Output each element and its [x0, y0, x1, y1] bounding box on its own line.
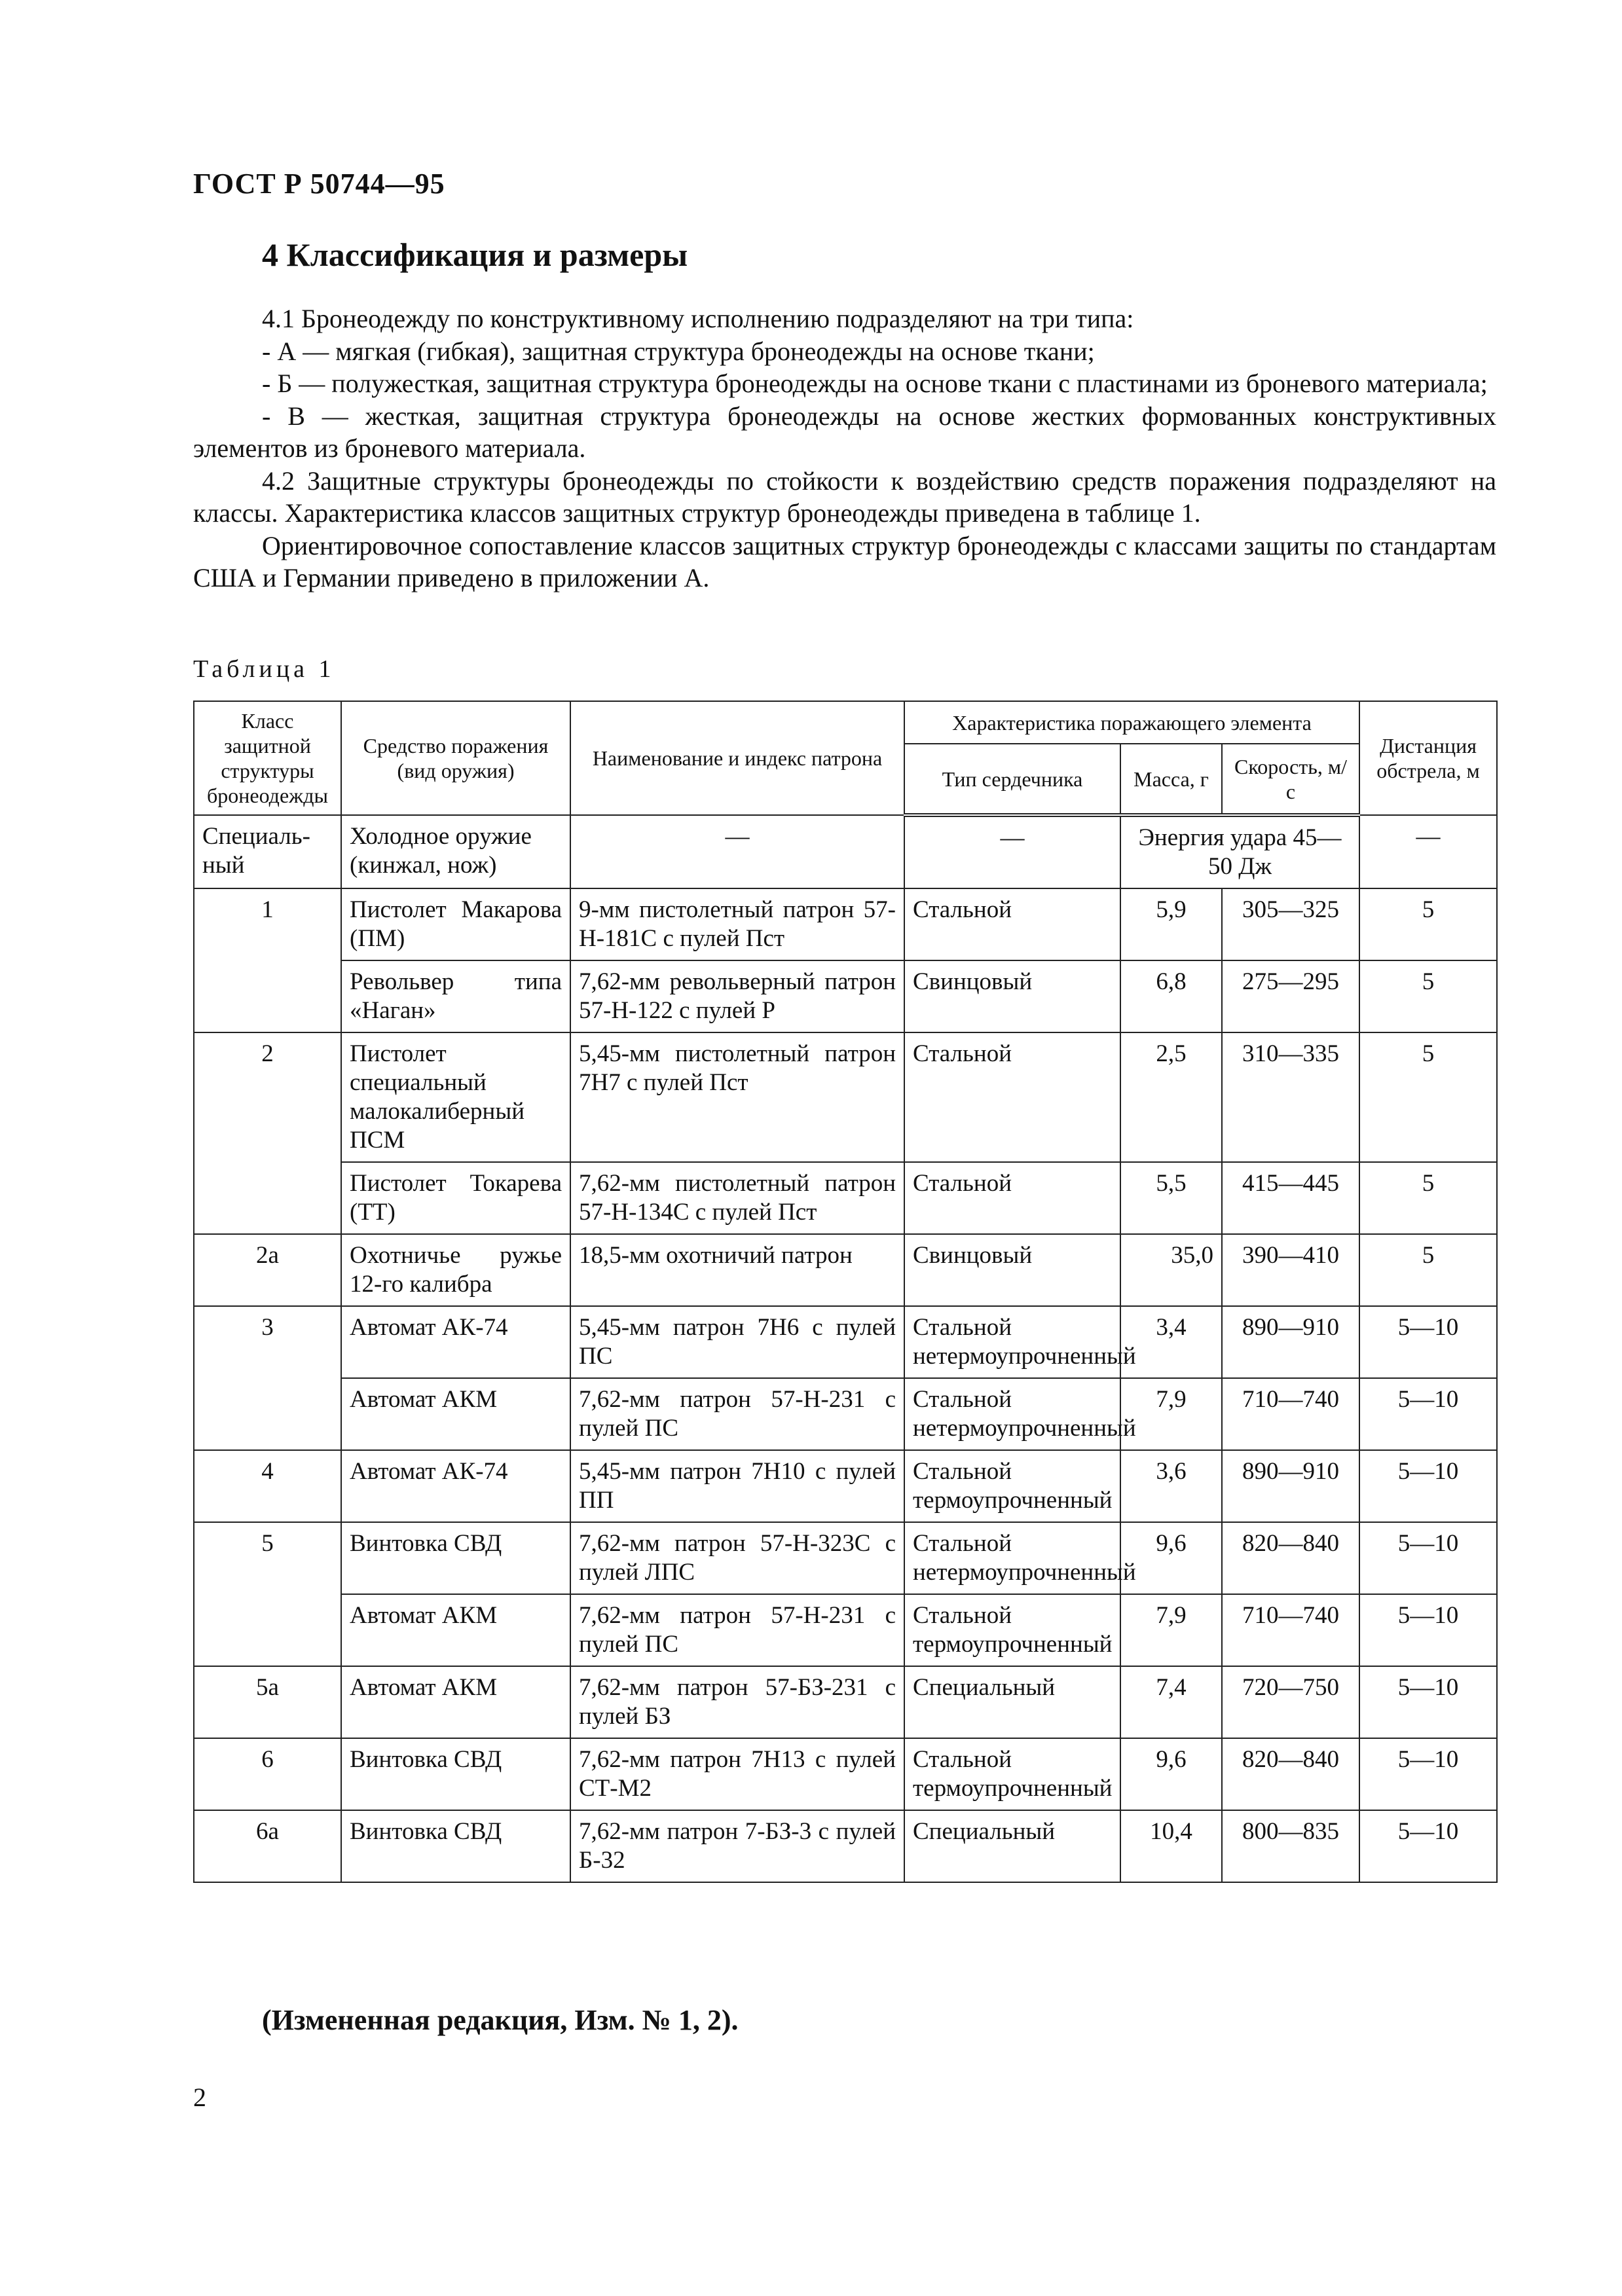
table-row: [194, 1032, 1497, 1162]
header-weapon: Средство поражения (вид оружия): [341, 701, 570, 815]
header-distance: Дистанция обстрела, м: [1359, 701, 1497, 815]
cell-distance: 5: [1359, 888, 1497, 960]
cell-class: 3: [194, 1306, 341, 1450]
cell-class: 6а: [194, 1810, 341, 1882]
table-row: [194, 1666, 1497, 1738]
cell-core: Специальный: [904, 1810, 1120, 1882]
header-core: Тип сердечника: [904, 744, 1120, 815]
cell-mass: 7,4: [1120, 1666, 1222, 1738]
table-header-row: [194, 701, 1497, 744]
cell-speed: 890—910: [1222, 1306, 1359, 1378]
cell-core: Специальный: [904, 1666, 1120, 1738]
cell-weapon: Автомат АКМ: [341, 1594, 570, 1666]
cell-class: 1: [194, 888, 341, 1032]
cell-distance: 5: [1359, 1234, 1497, 1306]
cell-core: Свинцовый: [904, 960, 1120, 1032]
cell-mass: 7,9: [1120, 1594, 1222, 1666]
cell-weapon: Пистолет специальный малокалиберный ПСМ: [341, 1032, 570, 1162]
cell-core: Стальной нетермоупрочненный: [904, 1378, 1120, 1450]
cell-cartridge: —: [570, 815, 904, 888]
cell-weapon: Автомат АКМ: [341, 1666, 570, 1738]
table-row: [194, 1594, 1497, 1666]
cell-energy: Энергия удара 45—50 Дж: [1120, 815, 1359, 888]
cell-distance: 5—10: [1359, 1738, 1497, 1810]
cell-speed: 275—295: [1222, 960, 1359, 1032]
cell-core: —: [904, 815, 1120, 888]
cell-mass: 35,0: [1120, 1234, 1222, 1306]
cell-mass: 9,6: [1120, 1738, 1222, 1810]
cell-core: Свинцовый: [904, 1234, 1120, 1306]
cell-weapon: Холодное оружие (кинжал, нож): [341, 815, 570, 888]
cell-mass: 5,5: [1120, 1162, 1222, 1234]
cell-weapon: Пистолет Макарова (ПМ): [341, 888, 570, 960]
list-item-type-a: - А — мягкая (гибкая), защитная структура бронеодежды на основе ткани;: [262, 336, 1095, 366]
paragraph-comparison: Ориентировочное сопоставление классов защитных структур бронеодежды с классами защиты по стандартам США и Германии приведено в приложении А.: [193, 530, 1496, 592]
cell-core: Стальной: [904, 1162, 1120, 1234]
revision-note: (Измененная редакция, Изм. № 1, 2).: [262, 2004, 739, 2036]
cell-distance: 5—10: [1359, 1306, 1497, 1378]
cell-mass: 10,4: [1120, 1810, 1222, 1882]
cell-mass: 9,6: [1120, 1522, 1222, 1594]
document-code: ГОСТ Р 50744—95: [193, 168, 445, 200]
table-row: [194, 1306, 1497, 1378]
cell-speed: 390—410: [1222, 1234, 1359, 1306]
table-row: [194, 1810, 1497, 1882]
table-row: [194, 1234, 1497, 1306]
cell-cartridge: 7,62-мм патрон 57-БЗ-231 с пулей БЗ: [570, 1666, 904, 1738]
cell-weapon: Автомат АК-74: [341, 1450, 570, 1522]
cell-speed: 820—840: [1222, 1522, 1359, 1594]
table-row: [194, 1522, 1497, 1594]
header-speed: Скорость, м/с: [1222, 744, 1359, 815]
cell-distance: 5—10: [1359, 1810, 1497, 1882]
cell-core: Стальной: [904, 1032, 1120, 1162]
paragraph-4-1: 4.1 Бронеодежду по конструктивному исполнению подразделяют на три типа:: [262, 304, 1134, 333]
cell-class: 4: [194, 1450, 341, 1522]
cell-cartridge: 7,62-мм патрон 57-Н-323С с пулей ЛПС: [570, 1522, 904, 1594]
cell-weapon: Охотничье ружье 12-го калибра: [341, 1234, 570, 1306]
cell-cartridge: 7,62-мм патрон 57-Н-231 с пулей ПС: [570, 1594, 904, 1666]
cell-distance: 5—10: [1359, 1666, 1497, 1738]
cell-cartridge: 7,62-мм патрон 7Н13 с пулей СТ-М2: [570, 1738, 904, 1810]
cell-mass: 7,9: [1120, 1378, 1222, 1450]
cell-weapon: Револьвер типа «Наган»: [341, 960, 570, 1032]
cell-core: Стальной термоупрочненный: [904, 1594, 1120, 1666]
cell-mass: 2,5: [1120, 1032, 1222, 1162]
paragraph-4-2: 4.2 Защитные структуры бронеодежды по стойкости к воздействию средств поражения подразделяют на классы. Характеристика классов защитных структур бронеодежды приведена в таблице 1.: [193, 465, 1496, 528]
table-row: [194, 960, 1497, 1032]
cell-speed: 305—325: [1222, 888, 1359, 960]
cell-cartridge: 7,62-мм патрон 57-Н-231 с пулей ПС: [570, 1378, 904, 1450]
cell-mass: 6,8: [1120, 960, 1222, 1032]
cell-class: 2а: [194, 1234, 341, 1306]
cell-cartridge: 7,62-мм патрон 7-БЗ-3 с пулей Б-32: [570, 1810, 904, 1882]
header-mass: Масса, г: [1120, 744, 1222, 815]
cell-core: Стальной: [904, 888, 1120, 960]
page-number: 2: [193, 2083, 206, 2112]
cell-speed: 710—740: [1222, 1594, 1359, 1666]
cell-cartridge: 7,62-мм револьверный патрон 57-Н-122 с пулей Р: [570, 960, 904, 1032]
list-item-type-b: - Б — полужесткая, защитная структура бронеодежды на основе ткани с пластинами из броневого материала;: [262, 369, 1488, 398]
cell-class: 5: [194, 1522, 341, 1666]
header-cartridge: Наименование и индекс патрона: [570, 701, 904, 815]
cell-distance: 5—10: [1359, 1450, 1497, 1522]
list-item-type-v: - В — жесткая, защитная структура бронеодежды на основе жестких формованных конструктивных элементов из броневого материала.: [193, 401, 1496, 463]
table-row: [194, 1162, 1497, 1234]
classification-table: [193, 701, 1498, 1883]
body-text: [193, 302, 1496, 594]
cell-distance: 5: [1359, 1162, 1497, 1234]
cell-speed: 890—910: [1222, 1450, 1359, 1522]
cell-cartridge: 5,45-мм пистолетный патрон 7Н7 с пулей Пст: [570, 1032, 904, 1162]
cell-class: 6: [194, 1738, 341, 1810]
cell-weapon: Винтовка СВД: [341, 1810, 570, 1882]
cell-speed: 710—740: [1222, 1378, 1359, 1450]
cell-core: Стальной термоупрочненный: [904, 1450, 1120, 1522]
cell-distance: 5—10: [1359, 1594, 1497, 1666]
cell-cartridge: 9-мм пистолетный патрон 57-Н-181С с пулей Пст: [570, 888, 904, 960]
cell-mass: 3,6: [1120, 1450, 1222, 1522]
section-heading: 4 Классификация и размеры: [262, 236, 688, 273]
cell-weapon: Автомат АКМ: [341, 1378, 570, 1450]
cell-speed: 820—840: [1222, 1738, 1359, 1810]
cell-weapon: Винтовка СВД: [341, 1522, 570, 1594]
cell-weapon: Винтовка СВД: [341, 1738, 570, 1810]
cell-mass: 3,4: [1120, 1306, 1222, 1378]
cell-mass: 5,9: [1120, 888, 1222, 960]
header-characteristic: Характеристика поражающего элемента: [904, 701, 1359, 744]
cell-core: Стальной нетермоупрочненный: [904, 1522, 1120, 1594]
cell-speed: 720—750: [1222, 1666, 1359, 1738]
cell-cartridge: 5,45-мм патрон 7Н6 с пулей ПС: [570, 1306, 904, 1378]
cell-distance: 5: [1359, 960, 1497, 1032]
cell-class: 5а: [194, 1666, 341, 1738]
cell-cartridge: 7,62-мм пистолетный патрон 57-Н-134С с пулей Пст: [570, 1162, 904, 1234]
table-row: [194, 1450, 1497, 1522]
table-row: [194, 1738, 1497, 1810]
cell-distance: 5—10: [1359, 1522, 1497, 1594]
cell-distance: 5: [1359, 1032, 1497, 1162]
cell-cartridge: 5,45-мм патрон 7Н10 с пулей ПП: [570, 1450, 904, 1522]
table-row: [194, 888, 1497, 960]
header-class: Класс защитной структуры бронеодежды: [194, 701, 341, 815]
cell-cartridge: 18,5-мм охотничий патрон: [570, 1234, 904, 1306]
table-row: [194, 815, 1497, 888]
cell-class: Специальный: [194, 815, 341, 888]
cell-speed: 415—445: [1222, 1162, 1359, 1234]
cell-core: Стальной нетермоупрочненный: [904, 1306, 1120, 1378]
cell-weapon: Автомат АК-74: [341, 1306, 570, 1378]
table-caption: Таблица 1: [193, 655, 335, 683]
table-row: [194, 1378, 1497, 1450]
cell-core: Стальной термоупрочненный: [904, 1738, 1120, 1810]
cell-speed: 800—835: [1222, 1810, 1359, 1882]
cell-weapon: Пистолет Токарева (ТТ): [341, 1162, 570, 1234]
cell-speed: 310—335: [1222, 1032, 1359, 1162]
cell-class: 2: [194, 1032, 341, 1234]
cell-distance: —: [1359, 815, 1497, 888]
cell-distance: 5—10: [1359, 1378, 1497, 1450]
